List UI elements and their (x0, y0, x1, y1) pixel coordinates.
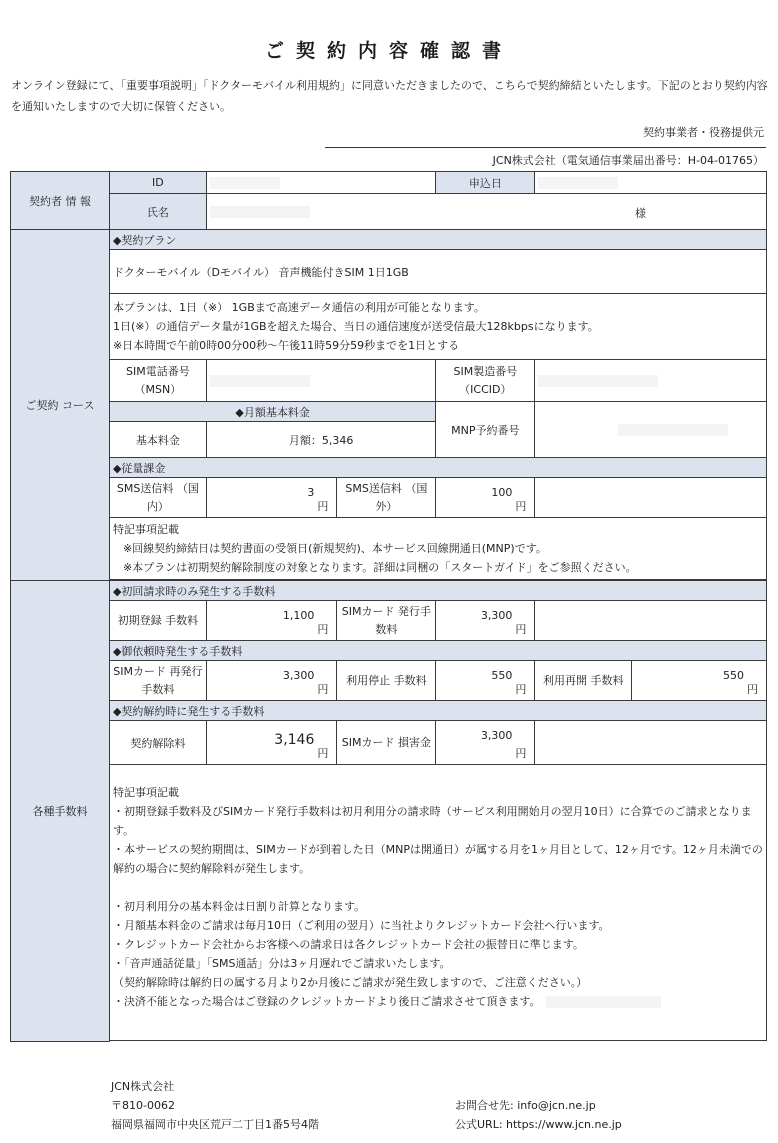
footer-contact-block (455, 1096, 622, 1134)
sms-domestic-cell (206, 478, 337, 518)
id-value (206, 172, 436, 194)
fees-note-line: （契約解除時は解約日の属する月より2か月後にご請求が発生致しますので、ご注意ください。） (112, 976, 588, 989)
resume-fee-label: 利用再開 手数料 (535, 661, 632, 701)
msn-value (206, 360, 436, 402)
redacted-name (210, 206, 310, 218)
mnp-label: MNP予約番号 (436, 402, 535, 458)
yen-unit: 円 (515, 683, 527, 696)
yen-unit: 円 (317, 500, 329, 513)
usage-header: ◆従量課金 (109, 458, 766, 478)
fees-note-text: ・決済不能となった場合はご登録のクレジットカードより後日ご請求させて頂きます。 (112, 995, 541, 1008)
iccid-value (535, 360, 767, 402)
sms-intl-label: SMS送信料 （国外） (337, 478, 436, 518)
registration-fee-label: 初期登録 手数料 (109, 601, 206, 641)
sim-damage-fee-label: SIMカード 損害金 (337, 721, 436, 765)
empty-cell (535, 721, 767, 765)
yen-unit: 円 (317, 747, 329, 760)
basic-fee-label: 基本料金 (109, 422, 206, 458)
cancel-fee-header: ◆契約解約時に発生する手数料 (109, 701, 766, 721)
name-value (206, 194, 766, 230)
footer-postal: 〒810-0062 (111, 1099, 175, 1112)
contractor-section-label: 契約者 情 報 (11, 172, 110, 230)
empty-cell (535, 601, 767, 641)
resume-fee-cell (632, 661, 767, 701)
footer-contact-email[interactable]: お問合せ先: info@jcn.ne.jp (455, 1099, 596, 1112)
footer-address: 福岡県福岡市中央区荒戸二丁目1番5号4階 (111, 1118, 319, 1131)
yen-unit: 円 (515, 623, 527, 636)
registration-fee-value: 1,100 (282, 609, 315, 622)
footer-company: JCN株式会社 (111, 1080, 175, 1093)
sim-issue-fee-cell (436, 601, 535, 641)
initial-fee-header: ◆初回請求時のみ発生する手数料 (109, 581, 766, 601)
monthly-fee-header: ◆月額基本料金 (109, 402, 435, 422)
reissue-fee-cell (206, 661, 337, 701)
fees-note-line: ・初月利用分の基本料金は日割り計算となります。 (112, 900, 366, 913)
sim-issue-fee-label: SIMカード 発行手数料 (337, 601, 436, 641)
honorific: 様 (635, 207, 646, 220)
course-note-line: ※回線契約締結日は契約書面の受領日(新規契約)、本サービス回線開通日(MNP)です。 (122, 542, 547, 555)
document-title: ご契約内容確認書 (264, 40, 513, 62)
plan-desc-line: ※日本時間で午前0時00分00秒～午後11時59分59秒までを1日とする (112, 339, 460, 352)
yen-unit: 円 (747, 683, 758, 696)
mnp-value (535, 402, 767, 458)
fees-notes (109, 765, 766, 1041)
plan-name: ドクターモバイル（Dモバイル） 音声機能付きSIM 1日1GB (109, 250, 766, 294)
suspend-fee-cell (436, 661, 535, 701)
plan-desc-line: 1日(※）の通信データ量が1GBを超えた場合、当日の通信速度が送受信最大128kbpsになります。 (112, 320, 599, 333)
course-notes (109, 518, 766, 580)
sim-issue-fee-value: 3,300 (480, 609, 513, 622)
course-section-label: ご契約 コース (11, 230, 110, 581)
fees-note-line: ・月額基本料金のご請求は毎月10日（ご利用の翌月）に当社よりクレジットカード会社へ行います。 (112, 919, 610, 932)
yen-unit: 円 (317, 683, 329, 696)
iccid-label: SIM製造番号 （ICCID） (436, 360, 535, 402)
fees-note-line: ・「音声通話従量」「SMS通話」分は3ヶ月遅れでご請求いたします。 (112, 957, 451, 970)
yen-unit: 円 (515, 500, 527, 513)
sms-domestic-label: SMS送信料 （国内） (109, 478, 206, 518)
fees-note-line-last (113, 992, 763, 1011)
cancellation-fee-cell (206, 721, 337, 765)
fees-note-line: ・初期登録手数料及びSIMカード発行手数料は初月利用分の請求時（サービス利用開始月の翌月10日）に合算でのご請求となります。 (112, 805, 752, 837)
company-line: JCN株式会社（電気通信事業届出番号：H-04-01765） (492, 154, 764, 167)
suspend-fee-value: 550 (491, 669, 513, 682)
empty-cell (535, 478, 767, 518)
redacted-msn (210, 375, 310, 387)
cancellation-fee-label: 契約解除料 (109, 721, 206, 765)
resume-fee-value: 550 (723, 669, 744, 682)
course-note-line: ※本プランは初期契約解除制度の対象となります。詳細は同梱の「スタートガイド」をご参照ください。 (122, 561, 637, 574)
fees-section-label: 各種手数料 (11, 581, 110, 1042)
application-date-label: 申込日 (436, 172, 535, 194)
footer-address-block (111, 1077, 319, 1134)
sms-domestic-value: 3 (307, 486, 315, 499)
application-date-value (535, 172, 767, 194)
redacted-note (546, 996, 661, 1008)
plan-description (109, 294, 766, 360)
footer-url[interactable]: 公式URL: https://www.jcn.ne.jp (455, 1118, 622, 1131)
sim-damage-fee-value: 3,300 (480, 729, 513, 742)
redacted-date (538, 177, 618, 189)
plan-desc-line: 本プランは、1日（※） 1GBまで高速データ通信の利用が可能となります。 (112, 301, 485, 314)
reissue-fee-value: 3,300 (282, 669, 315, 682)
plan-header: ◆契約プラン (109, 230, 766, 250)
sms-intl-cell (436, 478, 535, 518)
cancellation-fee-value: 3,146 (274, 732, 315, 748)
registration-fee-cell (206, 601, 337, 641)
sms-intl-value: 100 (491, 486, 513, 499)
provider-label: 契約事業者・役務提供元 (643, 126, 764, 139)
redacted-id (210, 177, 280, 189)
yen-unit: 円 (317, 623, 329, 636)
fees-note-line: ・本サービスの契約期間は、SIMカードが到着した日（MNPは開通日）が属する月を1ヶ月目として、12ヶ月です。12ヶ月未満での解約の場合に契約解除料が発生します。 (112, 843, 763, 875)
basic-fee-value: 月額：5,346 (206, 422, 436, 458)
divider-line (325, 147, 766, 148)
yen-unit: 円 (515, 747, 527, 760)
sim-damage-fee-cell (436, 721, 535, 765)
name-label: 氏名 (109, 194, 206, 230)
redacted-mnp (618, 424, 728, 436)
request-fee-header: ◆御依頼時発生する手数料 (109, 641, 766, 661)
redacted-iccid (538, 375, 658, 387)
id-label: ID (109, 172, 206, 194)
suspend-fee-label: 利用停止 手数料 (337, 661, 436, 701)
contract-table (10, 171, 767, 1042)
fees-note-line: ・クレジットカード会社からお客様への請求日は各クレジットカード会社の振替日に準じます。 (112, 938, 584, 951)
fees-notes-title: 特記事項記載 (112, 786, 179, 799)
reissue-fee-label: SIMカード 再発行手数料 (109, 661, 206, 701)
course-notes-title: 特記事項記載 (112, 523, 179, 536)
msn-label: SIM電話番号 （MSN） (109, 360, 206, 402)
intro-text: オンライン登録にて、「重要事項説明」「ドクターモバイル利用規約」に同意いただきましたので、こちらで契約締結といたします。下記のとおり契約内容を通知いたしますので大切に保管ください。 (11, 79, 768, 113)
